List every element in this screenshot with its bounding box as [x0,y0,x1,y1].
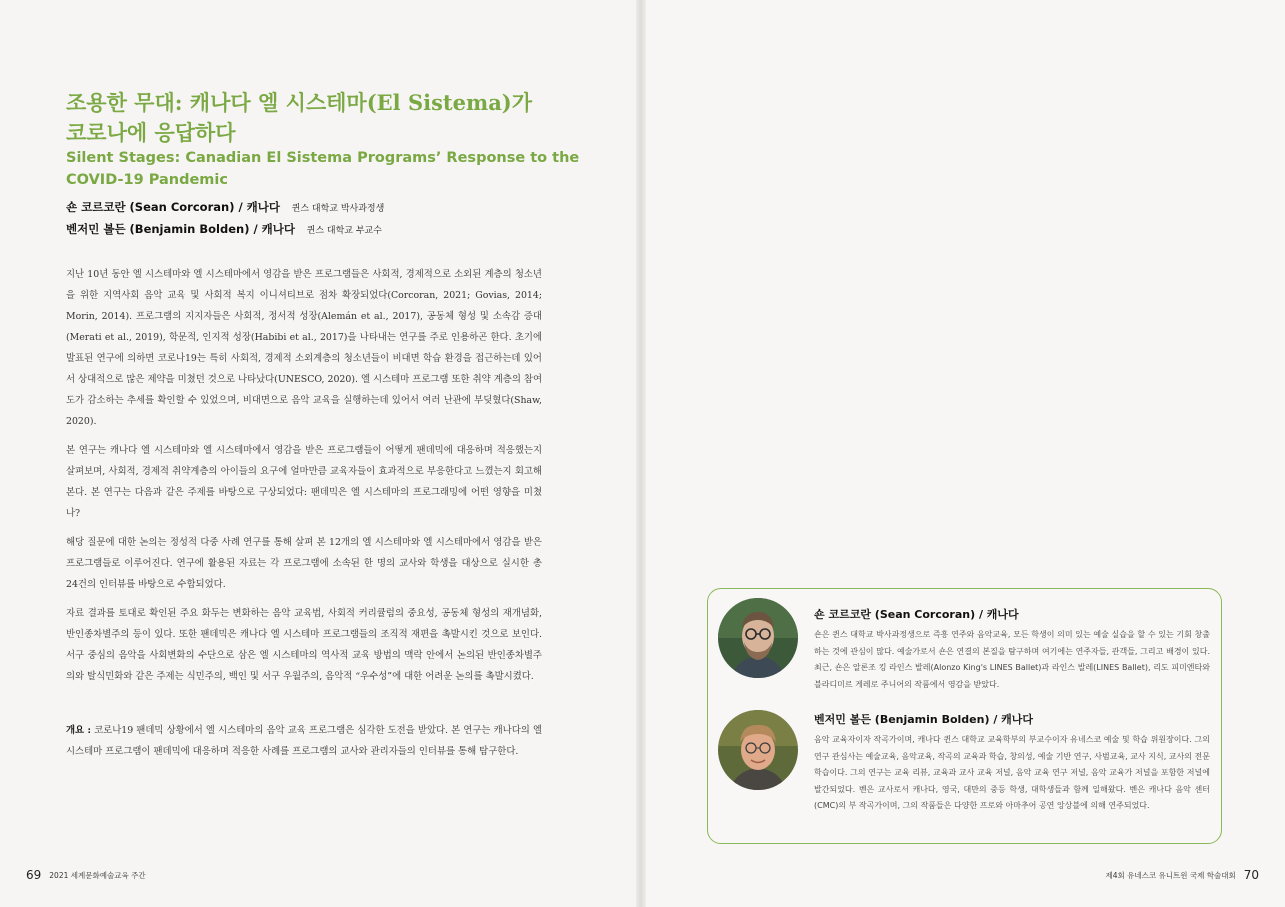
article-body [66,264,542,695]
author-line-2 [66,221,382,237]
body-paragraph: 본 연구는 캐나다 엘 시스테마와 엘 시스테마에서 영감을 받은 프로그램들이 어떻게 팬데믹에 대응하며 적응했는지 살펴보며, 사회적, 경제적 취약계층의 아이들의 요구에 얼마만큼 교육자들이 효과적으로 부응한다고 느꼈는지 회고해 본다. 본 연구는 다음과 같은 주제를 바탕으로 구상되었다: 팬데믹은 엘 시스테마의 프로그래밍에 어떤 영향을 미쳤나? [66,445,542,519]
bio-name-benjamin: 벤저민 볼든 (Benjamin Bolden) / 캐나다 [814,713,1034,726]
title-en-line-1: Silent Stages: Canadian El Sistema Programs’ Response to the [66,150,580,166]
body-paragraph: 자료 결과를 토대로 확인된 주요 화두는 변화하는 음악 교육법, 사회적 커리큘럼의 중요성, 공동체 형성의 재개념화, 반인종차별주의 등이 있다. 또한 팬데믹은 캐나다 엘 시스테마 프로그램들의 조직적 재편을 촉발시킨 것으로 보인다. 서구 중심의 음악을 사회변화의 수단으로 삼은 엘 시스테마의 역사적 교육 방법의 맥락 안에서 논의된 반인종차별주의와 탈식민화와 같은 주제는 식민주의, 백인 및 서구 우월주의, 음악적 “우수성”에 대한 어려운 논의를 촉발시켰다. [66,608,542,682]
author-bio-box [707,588,1222,844]
article-title-english [66,147,586,191]
article-title-korean [66,88,586,148]
bio-text-benjamin: 음악 교육자이자 작곡가이며, 캐나다 퀸스 대학교 교육학부의 부교수이자 유네스코 예술 및 학습 위원장이다. 그의 연구 관심사는 예술교육, 음악교육, 작곡의 교육과 학습, 창의성, 예술 기반 연구, 사범교육, 교사 지식, 교사의 전문 학습이다. 그의 연구는 교육 리뷰, 교육과 교사 교육 저널, 음악 교육 연구 저널, 음악 교육가 저널을 포함한 저널에 발간되었다. 벤은 교사로서 캐나다, 영국, 대만의 중등 학생, 대학생들과 함께 일해왔다. 벤은 캐나다 음악 센터(CMC)의 부 작곡가이며, 그의 작품들은 다양한 프로와 아마추어 공연 앙상블에 의해 연주되었다. [814,735,1210,810]
title-ko-line-2: 코로나에 응답하다 [66,120,236,145]
event-name-right: 제4회 유네스코 유니트윈 국제 학술대회 [1105,871,1236,880]
bio-text-sean: 숀은 퀸스 대학교 박사과정생으로 즉흥 연주와 음악교육, 모든 학생이 의미 있는 예술 실습을 할 수 있는 기회 창출하는 것에 관심이 많다. 예술가로서 숀은 연결의 본질을 탐구하며 여기에는 연주자들, 관객들, 그리고 배경이 있다. 최근, 숀은 알론조 킹 라인스 발레(Alonzo King's LINES Ballet)과 라인스 발레(LINES Ballet), 리도 피미엔타와 블라디미르 게레로 주니어의 작품에서 영감을 받았다. [814,630,1210,689]
portrait-icon [718,598,798,678]
author-name: 숀 코르코란 (Sean Corcoran) / 캐나다 [66,200,280,214]
page-number-left: 69 [26,868,42,882]
avatar-benjamin-bolden [718,710,798,790]
avatar-sean-corcoran [718,598,798,678]
summary-text: 코로나19 팬데믹 상황에서 엘 시스테마의 음악 교육 프로그램은 심각한 도전을 받았다. 본 연구는 캐나다의 엘 시스테마 프로그램이 팬데믹에 대응하며 적응한 사례를 프로그램의 교사와 관리자들의 인터뷰를 통해 탐구한다. [66,725,542,757]
author-affiliation: 퀸스 대학교 부교수 [306,226,382,236]
title-ko-line-1: 조용한 무대: 캐나다 엘 시스테마(El Sistema)가 [66,90,533,115]
title-en-line-2: COVID-19 Pandemic [66,172,228,188]
page-number-right: 70 [1243,868,1259,882]
folio-left [26,868,146,882]
summary-paragraph [66,720,542,762]
portrait-icon [718,710,798,790]
summary-label: 개요 : [66,725,91,736]
book-spine [636,0,646,907]
bio-name-sean: 숀 코르코란 (Sean Corcoran) / 캐나다 [814,608,1019,621]
author-name: 벤저민 볼든 (Benjamin Bolden) / 캐나다 [66,222,295,236]
event-name-left: 2021 세계문화예술교육 주간 [49,871,146,880]
author-affiliation: 퀸스 대학교 박사과정생 [291,204,385,214]
author-line-1 [66,199,384,215]
body-paragraph: 지난 10년 동안 엘 시스테마와 엘 시스테마에서 영감을 받은 프로그램들은 사회적, 경제적으로 소외된 계층의 청소년을 위한 지역사회 음악 교육 및 사회적 복지 이니셔티브로 점차 확장되었다(Corcoran, 2021; Govias, 2014; Morin, 2014). 프로그램의 지지자들은 사회적, 정서적 성장(Alemán et al., 2017), 공동체 형성 및 소속감 증대(Merati et al., 2019), 학문적, 인지적 성장(Habibi et al., 2017)을 나타내는 연구를 주로 인용하곤 한다. 초기에 발표된 연구에 의하면 코로나19는 특히 사회적, 경제적 소외계층의 청소년들이 비대면 학습 환경을 접근하는데 있어서 상대적으로 많은 제약을 미쳤던 것으로 나타났다(UNESCO, 2020). 엘 시스테마 프로그램 또한 취약 계층의 참여도가 감소하는 추세를 확인할 수 있었으며, 비대면으로 음악 교육을 실행하는데 있어서 여러 난관에 부딪혔다(Shaw, 2020). [66,269,542,427]
body-paragraph: 해당 질문에 대한 논의는 정성적 다중 사례 연구를 통해 살펴 본 12개의 엘 시스테마와 엘 시스테마에서 영감을 받은 프로그램들로 이루어진다. 연구에 활용된 자료는 각 프로그램에 소속된 한 명의 교사와 학생을 대상으로 실시한 총 24건의 인터뷰를 바탕으로 수합되었다. [66,537,542,590]
folio-right [1105,868,1259,882]
